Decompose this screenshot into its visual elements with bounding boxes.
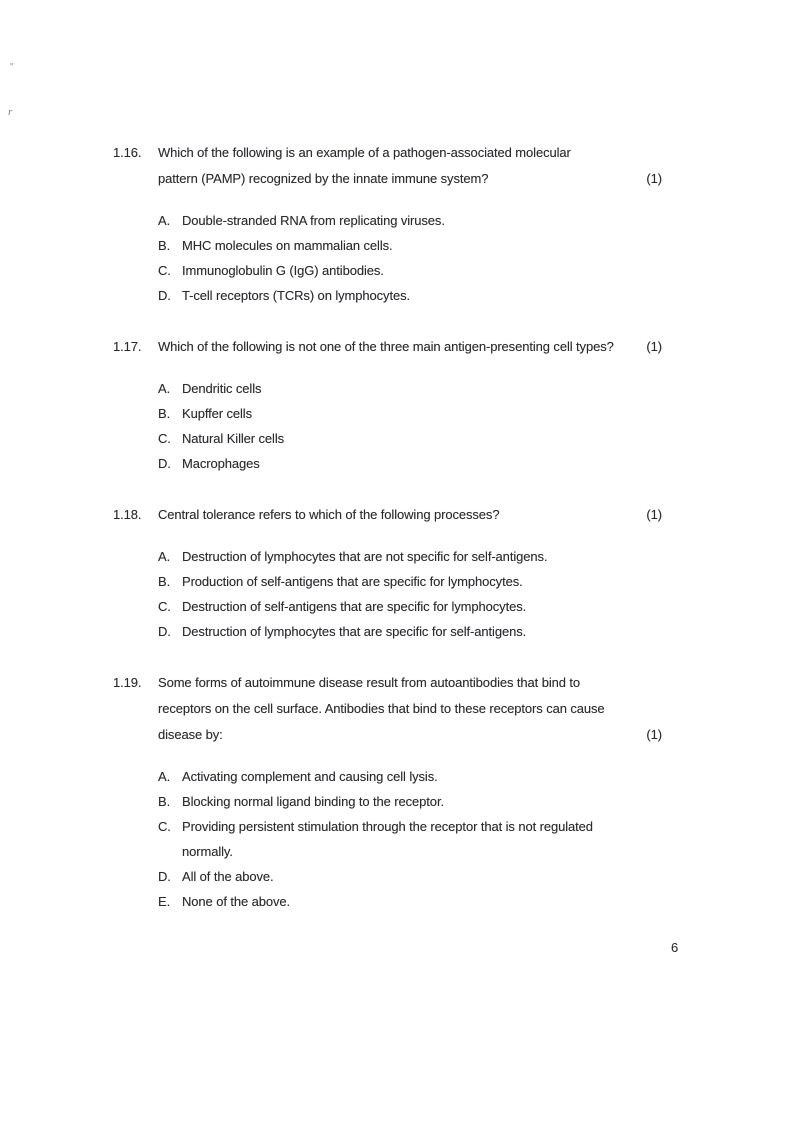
option-d bbox=[158, 283, 662, 308]
option-text: Dendritic cells bbox=[182, 381, 262, 396]
option-letter: D. bbox=[158, 456, 171, 471]
question-number: 1.17. bbox=[113, 339, 142, 354]
option-text: Production of self-antigens that are specific for lymphocytes. bbox=[182, 574, 523, 589]
question-1-18 bbox=[113, 502, 662, 644]
option-b bbox=[158, 569, 662, 594]
scan-artifact: " bbox=[10, 62, 14, 73]
option-c bbox=[158, 258, 662, 283]
question-text-line: Which of the following is an example of a pathogen-associated molecular bbox=[158, 145, 571, 160]
question-number: 1.16. bbox=[113, 145, 142, 160]
question-text-line: Which of the following is not one of the three main antigen-presenting cell types? bbox=[158, 339, 614, 354]
option-c bbox=[158, 426, 662, 451]
options-list bbox=[158, 208, 662, 308]
option-text: Blocking normal ligand binding to the receptor. bbox=[182, 794, 444, 809]
scan-artifact: r bbox=[8, 106, 13, 118]
option-letter: A. bbox=[158, 549, 171, 564]
option-text: All of the above. bbox=[182, 869, 274, 884]
options-list bbox=[158, 544, 662, 644]
option-d bbox=[158, 451, 662, 476]
option-text: Immunoglobulin G (IgG) antibodies. bbox=[182, 263, 384, 278]
option-b bbox=[158, 233, 662, 258]
option-a bbox=[158, 208, 662, 233]
option-letter: B. bbox=[158, 406, 171, 421]
option-b bbox=[158, 789, 662, 814]
option-text: Macrophages bbox=[182, 456, 260, 471]
options-list bbox=[158, 764, 662, 914]
option-letter: C. bbox=[158, 431, 171, 446]
option-c bbox=[158, 594, 662, 619]
option-letter: B. bbox=[158, 794, 171, 809]
option-text: Natural Killer cells bbox=[182, 431, 285, 446]
question-text-line: receptors on the cell surface. Antibodies that bind to these receptors can cause bbox=[158, 701, 605, 716]
option-text: T-cell receptors (TCRs) on lymphocytes. bbox=[182, 288, 410, 303]
question-number: 1.18. bbox=[113, 507, 142, 522]
option-text: Double-stranded RNA from replicating viruses. bbox=[182, 213, 445, 228]
question-1-17 bbox=[113, 334, 662, 476]
options-list bbox=[158, 376, 662, 476]
question-text-line: pattern (PAMP) recognized by the innate immune system? bbox=[158, 171, 489, 186]
option-letter: A. bbox=[158, 213, 171, 228]
mark-allocation: (1) bbox=[646, 171, 662, 186]
option-text: normally. bbox=[182, 844, 233, 859]
option-text: Destruction of self-antigens that are specific for lymphocytes. bbox=[182, 599, 527, 614]
option-text: MHC molecules on mammalian cells. bbox=[182, 238, 393, 253]
option-letter: D. bbox=[158, 869, 171, 884]
option-text: Destruction of lymphocytes that are specific for self-antigens. bbox=[182, 624, 527, 639]
option-text: Kupffer cells bbox=[182, 406, 252, 421]
option-text: Activating complement and causing cell lysis. bbox=[182, 769, 438, 784]
option-a bbox=[158, 376, 662, 401]
option-e bbox=[158, 889, 662, 914]
page-number: 6 bbox=[671, 940, 679, 955]
option-c bbox=[158, 814, 662, 864]
question-text-line: disease by: bbox=[158, 727, 223, 742]
option-b bbox=[158, 401, 662, 426]
option-letter: C. bbox=[158, 819, 171, 834]
option-d bbox=[158, 619, 662, 644]
option-letter: D. bbox=[158, 624, 171, 639]
question-number: 1.19. bbox=[113, 675, 142, 690]
question-list bbox=[113, 140, 662, 940]
option-letter: E. bbox=[158, 894, 171, 909]
mark-allocation: (1) bbox=[646, 507, 662, 522]
mark-allocation: (1) bbox=[646, 339, 662, 354]
option-letter: B. bbox=[158, 574, 171, 589]
option-text: Providing persistent stimulation through the receptor that is not regulated bbox=[182, 819, 593, 834]
option-letter: D. bbox=[158, 288, 171, 303]
option-a bbox=[158, 544, 662, 569]
option-a bbox=[158, 764, 662, 789]
question-text-line: Some forms of autoimmune disease result from autoantibodies that bind to bbox=[158, 675, 581, 690]
question-1-16 bbox=[113, 140, 662, 308]
option-letter: C. bbox=[158, 263, 171, 278]
option-letter: C. bbox=[158, 599, 171, 614]
option-letter: B. bbox=[158, 238, 171, 253]
option-letter: A. bbox=[158, 769, 171, 784]
question-text-line: Central tolerance refers to which of the following processes? bbox=[158, 507, 500, 522]
option-d bbox=[158, 864, 662, 889]
option-text: Destruction of lymphocytes that are not specific for self-antigens. bbox=[182, 549, 548, 564]
option-text: None of the above. bbox=[182, 894, 291, 909]
question-1-19 bbox=[113, 670, 662, 914]
option-letter: A. bbox=[158, 381, 171, 396]
mark-allocation: (1) bbox=[646, 727, 662, 742]
